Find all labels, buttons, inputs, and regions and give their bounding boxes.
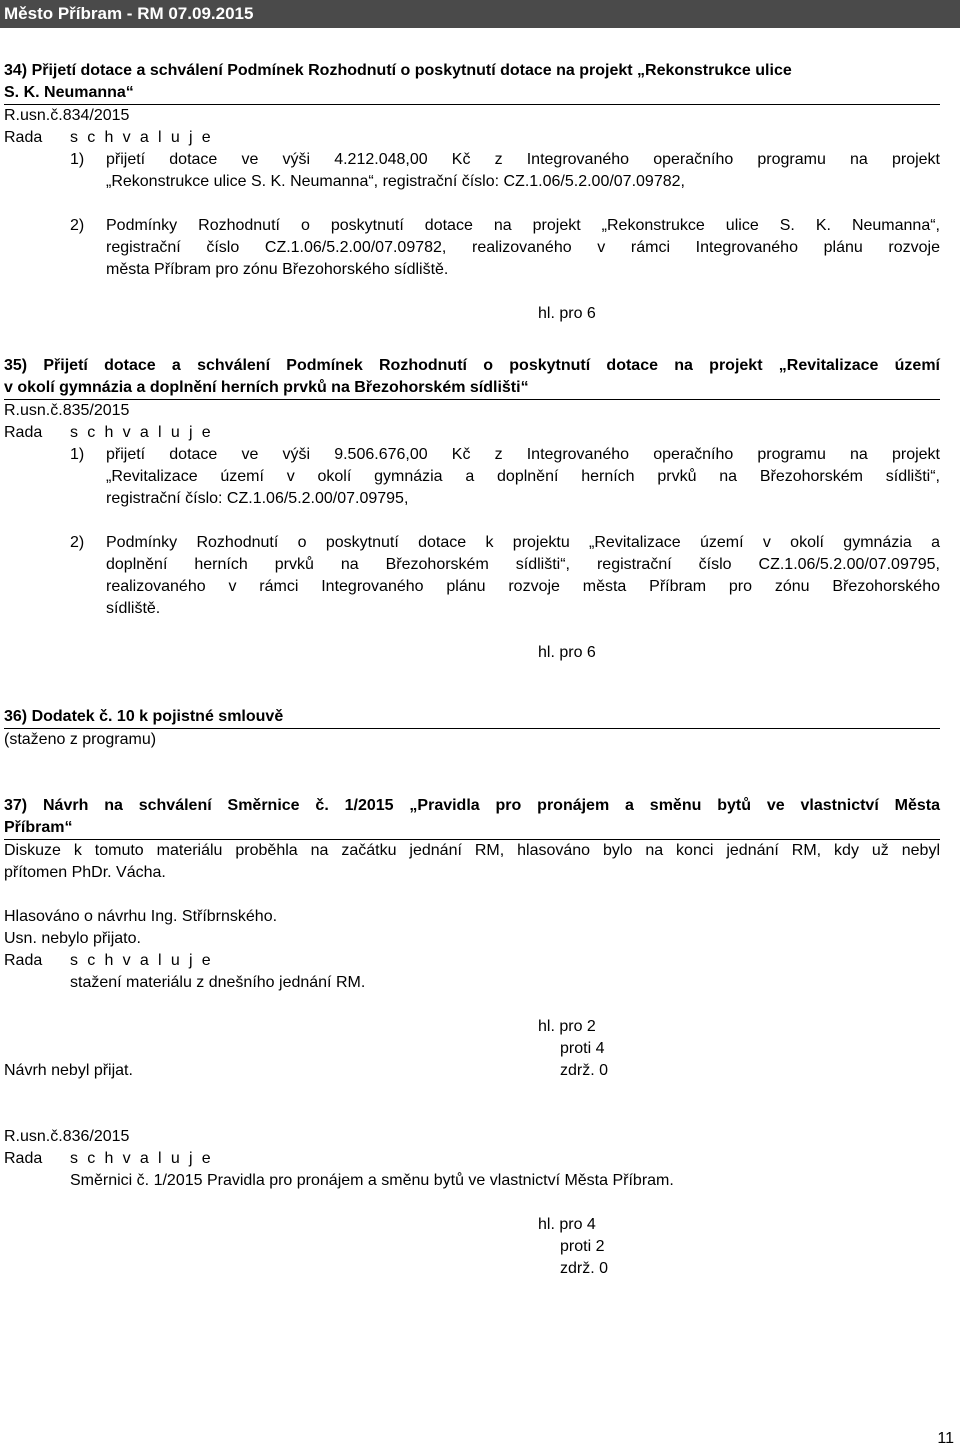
item-number: 2)	[70, 534, 85, 551]
section-35-vote: hl. pro 6	[538, 644, 596, 661]
section-35-item2-line3: realizovaného v rámci Integrovaného plánu rozvoje města Příbram pro zónu Březohorského	[106, 578, 940, 595]
section-35-item2-line1	[4, 532, 940, 554]
section-37-vote1-zdrz: zdrž. 0	[560, 1062, 609, 1079]
header-title: Město Příbram - RM 07.09.2015	[4, 4, 254, 23]
section-37-vote2-pro: hl. pro 4	[538, 1216, 596, 1233]
section-34-vote: hl. pro 6	[538, 305, 596, 322]
section-37-rada2	[4, 1148, 940, 1170]
section-37-stazeni: stažení materiálu z dnešního jednání RM.	[70, 974, 366, 991]
section-37-desc-line2: přítomen PhDr. Vácha.	[4, 864, 166, 881]
nebyl-prijat: Návrh nebyl přijat.	[4, 1062, 133, 1079]
section-35-item2-line2: doplnění herních prvků na Březohorském sídlišti“, registrační číslo CZ.1.06/5.2.00/07.09795,	[106, 556, 940, 573]
section-37-hlasovano: Hlasováno o návrhu Ing. Stříbrnského.	[4, 908, 278, 925]
item-number: 1)	[70, 446, 85, 463]
schvaluje-label: s c h v a l u j e	[70, 129, 214, 146]
schvaluje-label: s c h v a l u j e	[70, 952, 214, 969]
item-number: 1)	[70, 151, 85, 168]
section-37-desc-line1: Diskuze k tomuto materiálu proběhla na začátku jednání RM, hlasováno bylo na konci jednání RM, kdy už nebyl	[4, 842, 940, 859]
section-35-item1-line1	[4, 444, 940, 466]
section-35-item1-line2: „Revitalizace území v okolí gymnázia a doplnění herních prvků na Březohorském sídlišti“,	[106, 468, 940, 485]
section-34-item1-line2: „Rekonstrukce ulice S. K. Neumanna“, registrační číslo: CZ.1.06/5.2.00/07.09782,	[106, 173, 685, 190]
rada-label: Rada	[4, 424, 43, 441]
section-36-note: (staženo z programu)	[4, 731, 157, 748]
section-35-item1-line3: registrační číslo: CZ.1.06/5.2.00/07.09795,	[106, 490, 409, 507]
page-header	[0, 0, 960, 28]
section-37-vote1-zdrz-row	[4, 1060, 940, 1082]
section-34-item2-line2: registrační číslo CZ.1.06/5.2.00/07.09782, realizovaného v rámci Integrovaného plánu rozvoje	[106, 239, 940, 256]
section-37-title-line1: 37) Návrh na schválení Směrnice č. 1/2015 „Pravidla pro pronájem a směnu bytů ve vlastnictví Města	[4, 797, 940, 814]
section-37-vote1-pro: hl. pro 2	[538, 1018, 596, 1035]
item-number: 2)	[70, 217, 85, 234]
section-35-title-line1: 35) Přijetí dotace a schválení Podmínek Rozhodnutí o poskytnutí dotace na projekt „Revitalizace území	[4, 357, 940, 374]
item-text: Podmínky Rozhodnutí o poskytnutí dotace k projektu „Revitalizace území v okolí gymnázia a	[106, 534, 940, 551]
page-number: 11	[937, 1430, 954, 1447]
section-37-usn: R.usn.č.836/2015	[4, 1128, 130, 1145]
section-37-usn-neprijato: Usn. nebylo přijato.	[4, 930, 141, 947]
rada-label: Rada	[4, 952, 43, 969]
section-37-vote2-proti: proti 2	[560, 1238, 605, 1255]
section-34-rada	[4, 127, 940, 149]
section-35-item2-line4: sídliště.	[106, 600, 161, 617]
section-37-vote2-zdrz: zdrž. 0	[560, 1260, 609, 1277]
schvaluje-label: s c h v a l u j e	[70, 424, 214, 441]
section-35-usn: R.usn.č.835/2015	[4, 402, 130, 419]
section-34-usn: R.usn.č.834/2015	[4, 107, 130, 124]
section-37-vote1-proti: proti 4	[560, 1040, 605, 1057]
schvaluje-label: s c h v a l u j e	[70, 1150, 214, 1167]
rada-label: Rada	[4, 1150, 43, 1167]
section-37-title-line2: Příbram“	[4, 817, 940, 840]
section-37-rada	[4, 950, 940, 972]
section-35-rada	[4, 422, 940, 444]
item-text: Podmínky Rozhodnutí o poskytnutí dotace na projekt „Rekonstrukce ulice S. K. Neumanna“,	[106, 217, 940, 234]
section-34-title-line2: S. K. Neumanna“	[4, 82, 940, 105]
rada-label: Rada	[4, 129, 43, 146]
section-34-item2-line1	[4, 215, 940, 237]
item-text: přijetí dotace ve výši 9.506.676,00 Kč z Integrovaného operačního programu na projekt	[106, 446, 940, 463]
section-36-title: 36) Dodatek č. 10 k pojistné smlouvě	[4, 706, 940, 729]
section-37-smernice: Směrnici č. 1/2015 Pravidla pro pronájem a směnu bytů ve vlastnictví Města Příbram.	[70, 1172, 674, 1189]
section-34-item1-line1	[4, 149, 940, 171]
section-34-title-line1: 34) Přijetí dotace a schválení Podmínek Rozhodnutí o poskytnutí dotace na projekt „Rekonstrukce ulice	[4, 62, 792, 79]
document-body	[4, 60, 940, 1280]
section-35-title-line2: v okolí gymnázia a doplnění herních prvků na Březohorském sídlišti“	[4, 377, 940, 400]
section-34-item2-line3: města Příbram pro zónu Březohorského sídliště.	[106, 261, 449, 278]
item-text: přijetí dotace ve výši 4.212.048,00 Kč z Integrovaného operačního programu na projekt	[106, 151, 940, 168]
